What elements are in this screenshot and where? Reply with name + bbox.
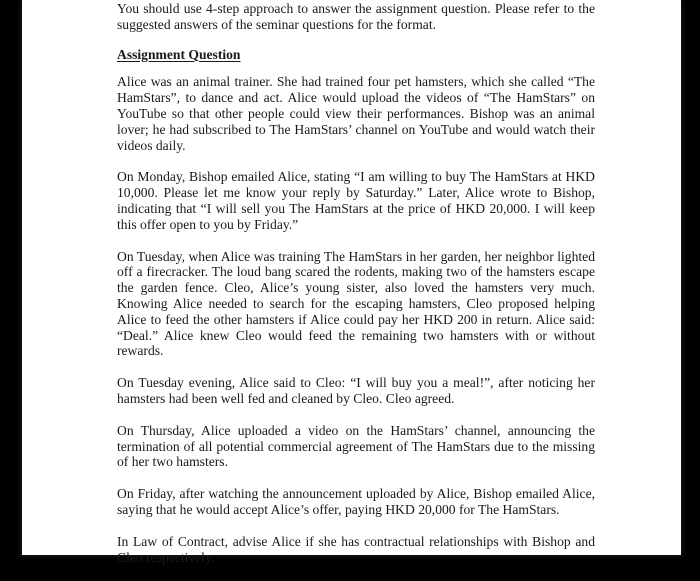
document-page	[22, 0, 681, 565]
document-content	[117, 0, 595, 581]
paragraph-monday: On Monday, Bishop emailed Alice, stating “I am willing to buy The HamStars at HKD 10,000. Please let me know your reply by Saturday.” Later, Alice wrote to Bishop, indicating that “I will sell you The HamStars at the price of HKD 20,000. I will keep this offer open to you by Friday.”	[117, 169, 595, 232]
paragraph-background: Alice was an animal trainer. She had trained four pet hamsters, which she called “The HamStars”, to dance and act. Alice would upload the videos of “The HamStars” on YouTube so that other people could view their performances. Bishop was an animal lover; he had subscribed to The HamStars’ channel on YouTube and would watch their videos daily.	[117, 74, 595, 153]
intro-paragraph: You should use 4-step approach to answer the assignment question. Please refer to the suggested answers of the seminar questions for the format.	[117, 1, 595, 32]
paragraph-tuesday-evening: On Tuesday evening, Alice said to Cleo: “I will buy you a meal!”, after noticing her hamsters had been well fed and cleaned by Cleo. Cleo agreed.	[117, 375, 595, 406]
paragraph-question: In Law of Contract, advise Alice if she has contractual relationships with Bishop and Cleo respectively.	[117, 533, 595, 565]
paragraph-friday: On Friday, after watching the announcement uploaded by Alice, Bishop emailed Alice, saying that he would accept Alice’s offer, paying HKD 20,000 for The HamStars.	[117, 486, 595, 517]
assignment-heading: Assignment Question	[117, 46, 241, 62]
paragraph-tuesday: On Tuesday, when Alice was training The HamStars in her garden, her neighbor lighted off a firecracker. The loud bang scared the rodents, making two of the hamsters escape the garden fence. Cleo, Alice’s young sister, also loved the hamsters very much. Knowing Alice needed to search for the escaping hamsters, Cleo proposed helping Alice to feed the other hamsters if Alice could pay her HKD 200 in return. Alice said: “Deal.” Alice knew Cleo would feed the remaining two hamsters with or without rewards.	[117, 248, 595, 359]
paragraph-thursday: On Thursday, Alice uploaded a video on the HamStars’ channel, announcing the termination of all potential commercial agreement of The HamStars due to the missing of her two hamsters.	[117, 422, 595, 470]
